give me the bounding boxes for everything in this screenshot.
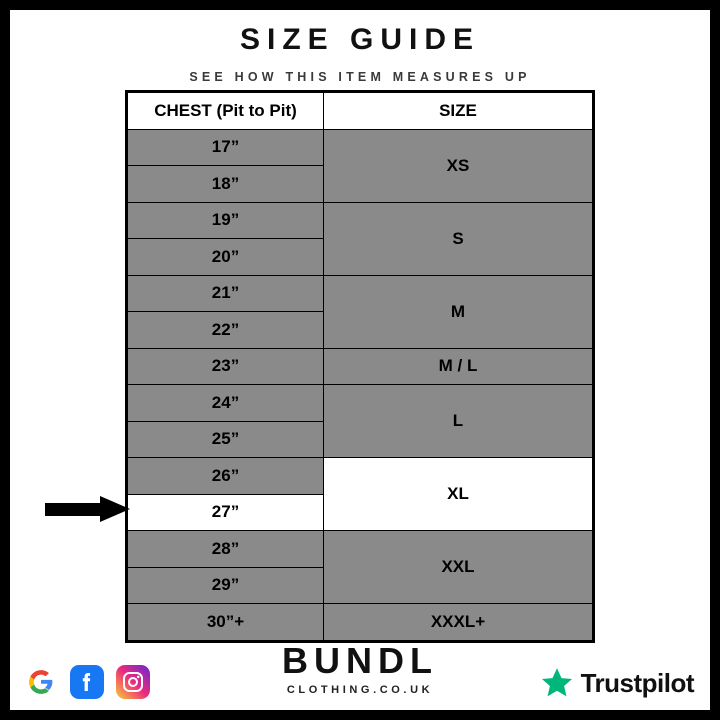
google-icon[interactable]	[24, 665, 58, 699]
size-cell: L	[324, 385, 594, 458]
chest-cell: 25”	[127, 421, 324, 458]
page-title: SIZE GUIDE	[239, 23, 481, 56]
table-row	[127, 604, 594, 642]
table-row	[127, 129, 594, 166]
chest-cell-selected: 27”	[127, 494, 324, 531]
selected-row-arrow-icon	[45, 496, 133, 522]
size-cell: XS	[324, 129, 594, 202]
size-cell: XXXL+	[324, 604, 594, 642]
chest-cell: 24”	[127, 385, 324, 422]
chest-cell: 30”+	[127, 604, 324, 642]
size-table	[125, 90, 595, 643]
table-row	[127, 385, 594, 422]
table-header-row	[127, 92, 594, 130]
chest-cell: 18”	[127, 166, 324, 203]
size-cell: S	[324, 202, 594, 275]
arrow-head	[100, 496, 130, 522]
table-row	[127, 348, 594, 385]
arrow-shaft	[45, 503, 103, 516]
table-row	[127, 202, 594, 239]
size-guide-card	[10, 10, 710, 710]
instagram-icon[interactable]	[116, 665, 150, 699]
chest-cell: 20”	[127, 239, 324, 276]
table-row	[127, 531, 594, 568]
size-cell: M	[324, 275, 594, 348]
chest-cell: 22”	[127, 312, 324, 349]
facebook-icon[interactable]	[70, 665, 104, 699]
chest-cell: 28”	[127, 531, 324, 568]
size-cell-selected: XL	[324, 458, 594, 531]
chest-cell: 19”	[127, 202, 324, 239]
trustpilot-star-icon	[540, 666, 574, 700]
table-row	[127, 275, 594, 312]
size-table-wrap	[125, 90, 595, 643]
chest-cell: 29”	[127, 567, 324, 604]
social-links	[24, 665, 150, 699]
chest-cell: 21”	[127, 275, 324, 312]
size-cell: M / L	[324, 348, 594, 385]
column-header-chest: CHEST (Pit to Pit)	[127, 92, 324, 130]
trustpilot-label: Trustpilot	[580, 667, 694, 698]
column-header-size: SIZE	[324, 92, 594, 130]
table-row	[127, 458, 594, 495]
brand-domain: CLOTHING.CO.UK	[286, 684, 434, 696]
page-subtitle: SEE HOW THIS ITEM MEASURES UP	[189, 70, 531, 84]
chest-cell: 26”	[127, 458, 324, 495]
chest-cell: 23”	[127, 348, 324, 385]
size-cell: XXL	[324, 531, 594, 604]
chest-cell: 17”	[127, 129, 324, 166]
brand-name: BUNDL	[282, 640, 438, 681]
trustpilot-badge[interactable]	[540, 666, 694, 700]
